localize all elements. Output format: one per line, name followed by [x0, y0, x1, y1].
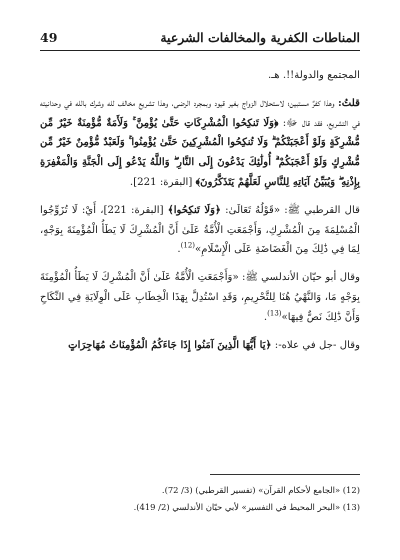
footnote-12: (12) «الجامع لأحكام القرآن» (تفسير القرطبي) (3/ 72). [161, 485, 360, 495]
paragraph-4 [40, 268, 360, 327]
page-body [40, 66, 360, 355]
header-rule [40, 50, 360, 51]
p3-verse: ﴿وَلَا تَنكِحُوا﴾ [167, 203, 222, 216]
footnote-rule [210, 474, 360, 475]
paragraph-5 [40, 336, 360, 356]
page-number: 49 [40, 29, 58, 45]
footnote-ref-13[interactable]: (13) [267, 309, 282, 318]
paragraph-3 [40, 201, 360, 260]
p3-end: . [177, 244, 181, 256]
paragraph-1 [40, 66, 360, 86]
p2-text: وهذا كفرٌ مستبين؛ لاستحلال الزواج بغير قيود وبمجرد الرضى، وهذا تشريع مخالف لله وشرك بالله في وحدانيته في التشريع، فقد قال ﷻ: [40, 97, 360, 129]
p4-text: وقال أبو حيّان الأندلسي ﷺ: «وَأَجْمَعَتِ الْأُمَّةُ عَلَىٰ أَنَّ الْمُشْرِكَ لَا يَطَأُ الْمُؤْمِنَةَ بِوَجْهٍ مَا، وَالنَّهْيُ هُنَا لِلتَّحْرِيمِ، وَقَدِ اسْتُدِلَّ بِهَذَا الْخِطَابِ عَلَى الْوِلَايَةِ فِي النِّكَاحِ وَأَنَّ ذَٰلِكَ نَصٌّ فِيهَا» [40, 272, 360, 323]
p1-text: المجتمع والدولة!!. هـ. [268, 70, 360, 81]
p3-text-1: قال القرطبي ﷺ: «قَوْلُهُ تَعَالَىٰ: [221, 204, 360, 216]
p4-end: . [263, 311, 268, 323]
p5-verse: ﴿يَا أَيُّهَا الَّذِينَ آمَنُوا إِذَا جَاءَكُمُ الْمُؤْمِنَاتُ مُهَاجِرَاتٍ [68, 338, 272, 351]
p3-text-2: [البقرة: 221]، أَيْ: لَا تُزَوِّجُوا الْمُسْلِمَةَ مِنَ الْمُشْرِكِ، وَأَجْمَعَتِ الْأُمَّةُ عَلَىٰ أَنَّ الْمُشْرِكَ لَا يَطَأُ الْمُؤْمِنَةَ بِوَجْهٍ، لِمَا فِي ذَٰلِكَ مِنَ الْغَضَاضَةِ عَلَى الْإِسْلَامِ» [40, 204, 360, 256]
p2-reference: [البقرة: 221]. [129, 176, 196, 188]
paragraph-2 [40, 94, 360, 193]
footnote-ref-12[interactable]: (12) [180, 241, 196, 250]
page-header [40, 26, 360, 48]
p5-text: وقال -جل في علاه-: [271, 339, 360, 351]
running-title: المناطات الكفرية والمخالفات الشرعية [160, 29, 360, 45]
p2-verse: ﴿وَلَا تَنكِحُوا الْمُشْرِكَاتِ حَتَّىٰ يُؤْمِنَّ ۚ وَلَأَمَةٌ مُّؤْمِنَةٌ خَيْرٌ مِّن مُّشْرِكَةٍ وَلَوْ أَعْجَبَتْكُمْ ۗ وَلَا تُنكِحُوا الْمُشْرِكِينَ حَتَّىٰ يُؤْمِنُوا ۚ وَلَعَبْدٌ مُّؤْمِنٌ خَيْرٌ مِّن مُّشْرِكٍ وَلَوْ أَعْجَبَكُمْ ۗ أُولَٰئِكَ يَدْعُونَ إِلَى النَّارِ ۖ وَاللَّهُ يَدْعُو إِلَى الْجَنَّةِ وَالْمَغْفِرَةِ بِإِذْنِهِ ۖ وَيُبَيِّنُ آيَاتِهِ لِلنَّاسِ لَعَلَّهُمْ يَتَذَكَّرُونَ﴾ [40, 116, 360, 188]
footnotes [40, 482, 360, 516]
p2-lead: قلتُ: [337, 96, 360, 109]
footnote-13: (13) «البحر المحيط في التفسير» لأبي حيّان الأندلسي (2/ 419). [133, 502, 360, 512]
